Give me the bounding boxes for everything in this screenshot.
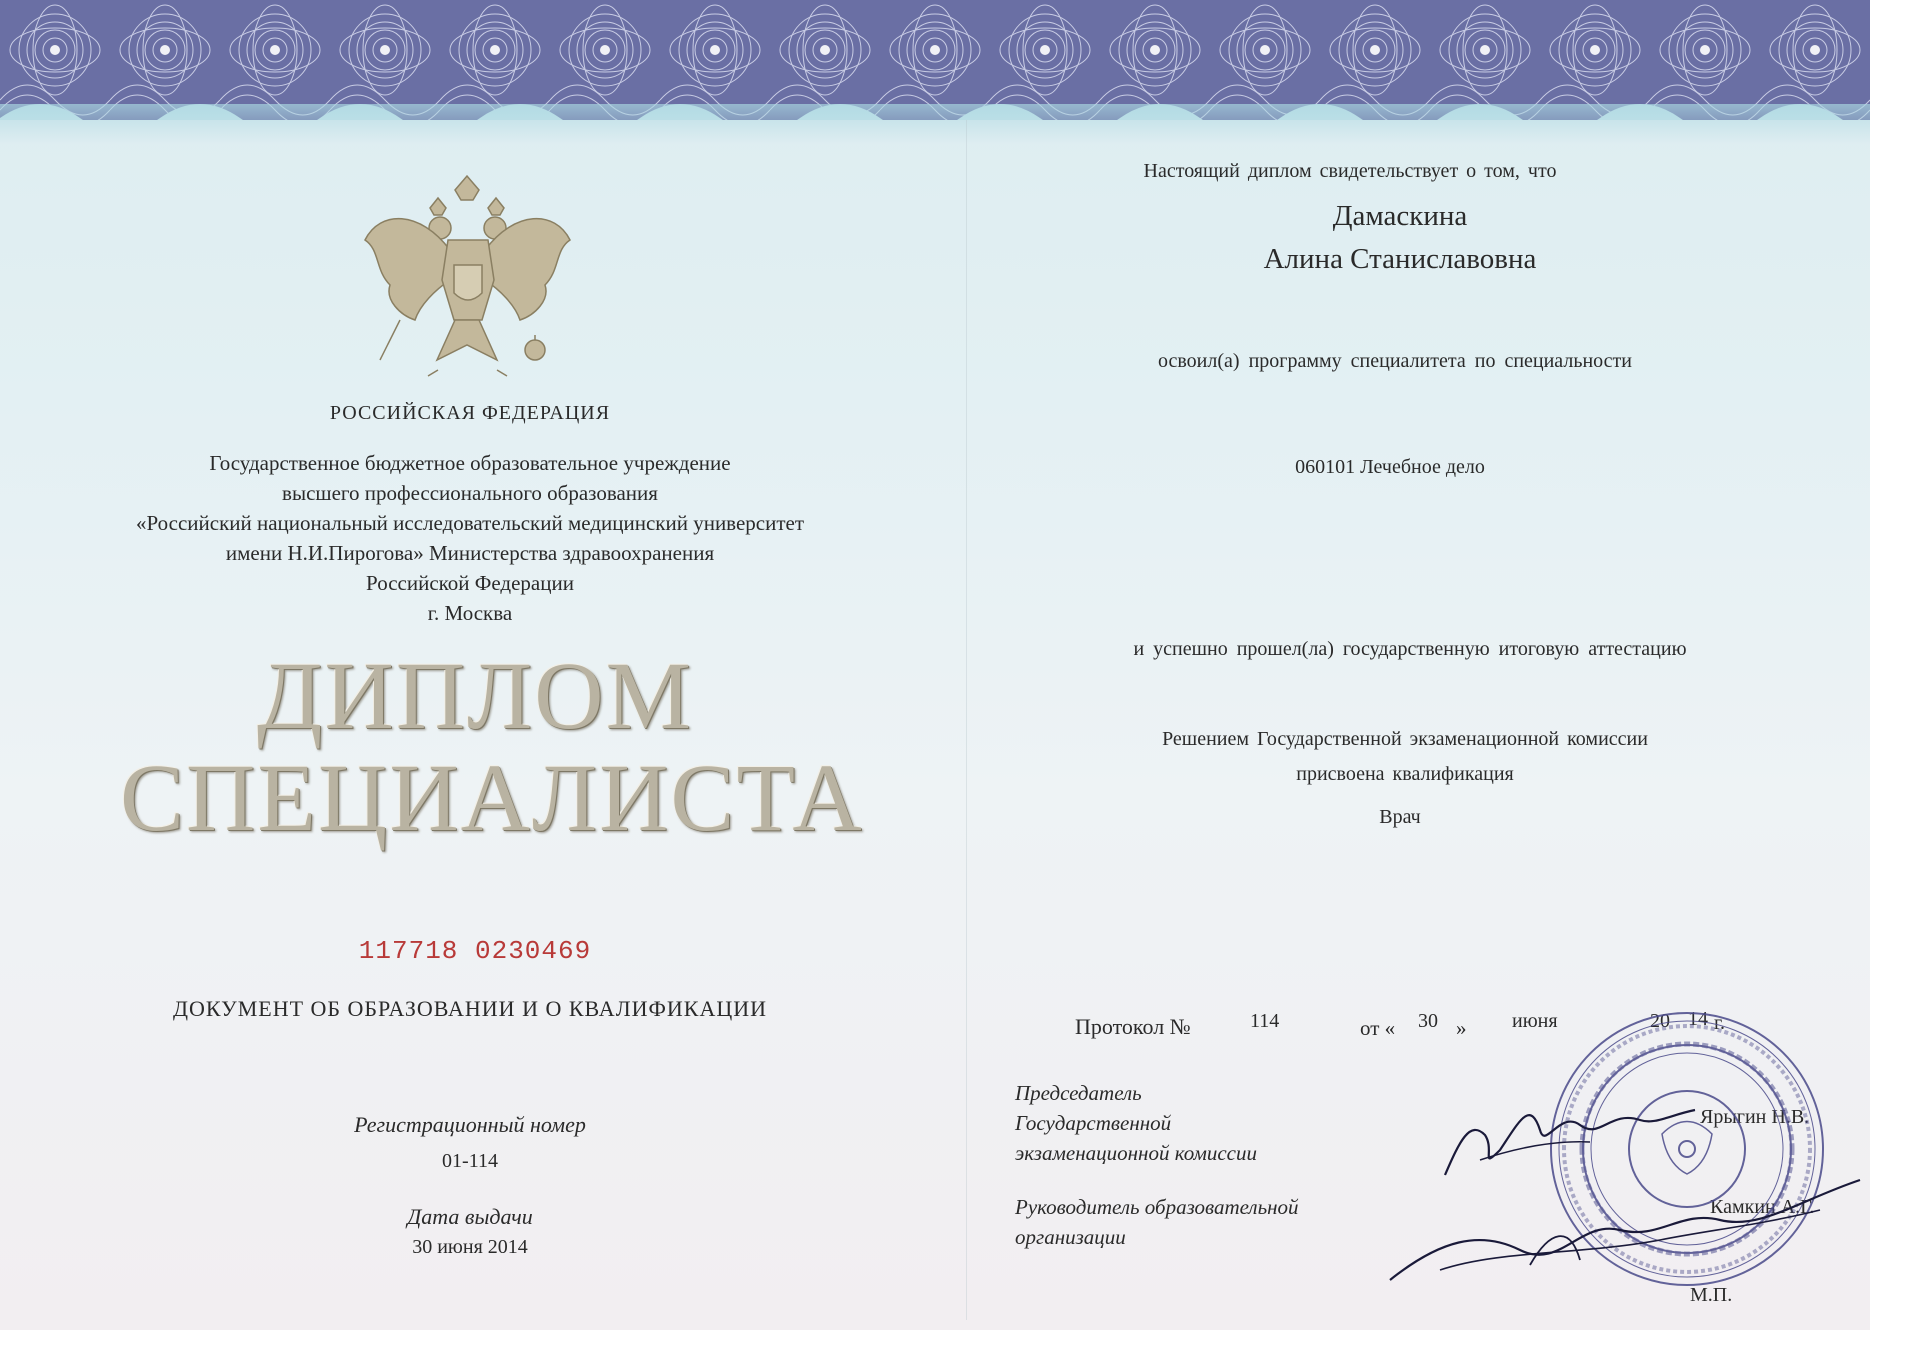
protocol-from-label: от « (1360, 1016, 1396, 1040)
chair-label-line: экзаменационной комиссии (1015, 1141, 1257, 1165)
institution-line: г. Москва (427, 601, 513, 625)
specialty: 060101 Лечебное дело (1295, 456, 1485, 478)
certifies-text: Настоящий диплом свидетельствует о том, что (1143, 160, 1557, 182)
protocol-year-prefix: 20 (1650, 1010, 1670, 1032)
protocol-year-letter: г. (1714, 1012, 1725, 1034)
country-name: РОССИЙСКАЯ ФЕДЕРАЦИЯ (329, 402, 611, 424)
institution-line: высшего профессионального образования (282, 481, 658, 505)
protocol-close-quote: » (1456, 1016, 1467, 1040)
institution-line: Государственное бюджетное образовательное учреждение (209, 451, 731, 475)
diploma-title-line2: СПЕЦИАЛИСТА (120, 744, 864, 851)
graduate-given-names: Алина Станиславовна (1263, 243, 1537, 275)
chair-label (1015, 1078, 1257, 1168)
institution-line: Российской Федерации (366, 571, 574, 595)
head-label-line: Руководитель образовательной (1015, 1195, 1299, 1219)
center-fold (966, 120, 967, 1320)
institution-block (90, 448, 850, 628)
guilloche-border (0, 0, 1870, 120)
attestation-text: и успешно прошел(ла) государственную итоговую аттестацию (1133, 638, 1687, 660)
seal-mark: М.П. (1690, 1284, 1733, 1306)
protocol-year-suffix: 14 (1688, 1008, 1708, 1030)
qualification: Врач (1379, 806, 1421, 828)
chair-label-line: Председатель (1015, 1081, 1142, 1105)
head-label (1015, 1192, 1299, 1252)
scan-margin (1870, 0, 1920, 1357)
protocol-label: Протокол № (1075, 1014, 1191, 1039)
program-mastered-text: освоил(а) программу специалитета по специальности (1158, 350, 1632, 372)
chair-label-line: Государственной (1015, 1111, 1172, 1135)
coat-of-arms-emblem (360, 170, 575, 385)
cyan-band (0, 104, 1870, 144)
head-name: Камкин А.Г. (1710, 1196, 1815, 1218)
institution-line: имени Н.И.Пирогова» Министерства здравоохранения (225, 541, 715, 565)
commission-decision-line2: присвоена квалификация (1296, 763, 1514, 785)
commission-decision-line1: Решением Государственной экзаменационной комиссии (1162, 728, 1648, 750)
issue-date-label: Дата выдачи (407, 1204, 533, 1229)
document-type: ДОКУМЕНТ ОБ ОБРАЗОВАНИИ И О КВАЛИФИКАЦИИ (172, 996, 767, 1021)
registration-number: 01-114 (442, 1150, 498, 1172)
registration-number-label: Регистрационный номер (354, 1112, 586, 1137)
protocol-day: 30 (1418, 1010, 1438, 1032)
diploma-title-line1: ДИПЛОМ (257, 642, 693, 749)
head-signature (1380, 1170, 1870, 1290)
head-label-line: организации (1015, 1225, 1126, 1249)
protocol-number: 114 (1250, 1010, 1280, 1032)
chair-name: Ярыгин Н.В. (1700, 1106, 1810, 1128)
institution-line: «Российский национальный исследовательский медицинский университет (135, 511, 805, 535)
issue-date: 30 июня 2014 (412, 1236, 528, 1258)
protocol-month: июня (1512, 1010, 1558, 1032)
graduate-surname: Дамаскина (1332, 200, 1468, 232)
serial-number: 117718 0230469 (358, 936, 592, 966)
